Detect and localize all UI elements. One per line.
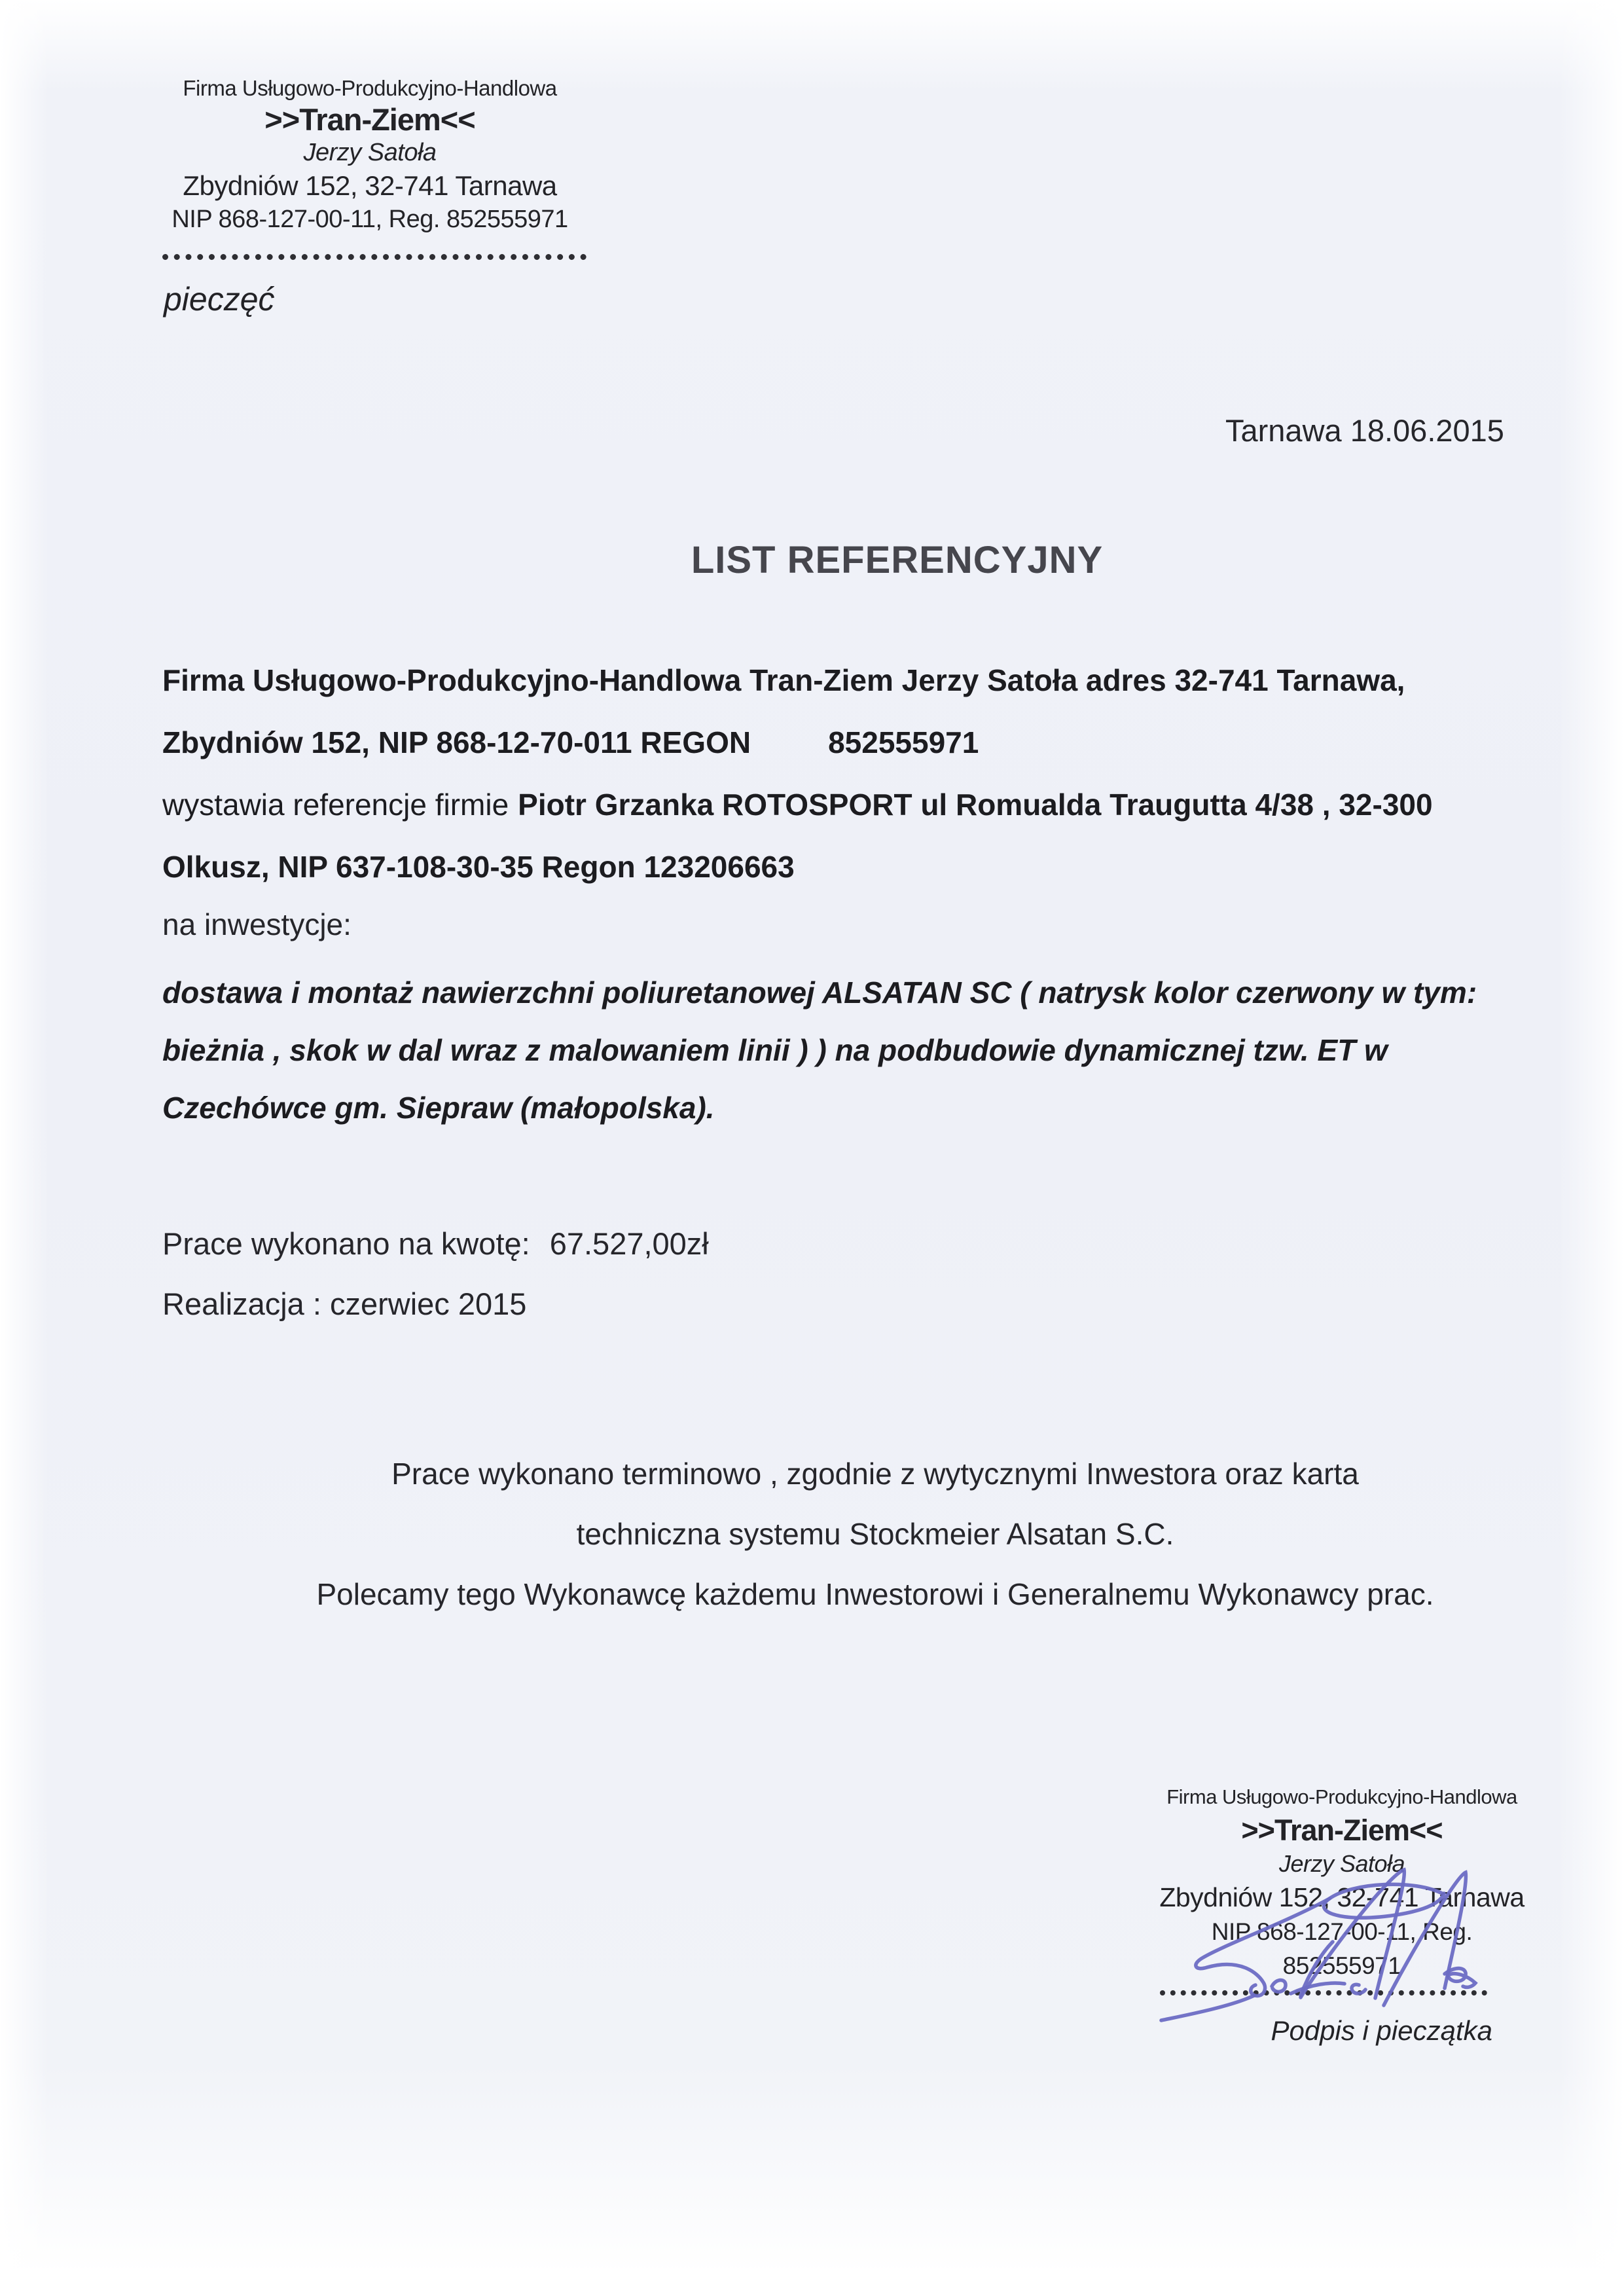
stamp-owner: Jerzy Satoła [1278, 1850, 1405, 1877]
issuer-line-1: Firma Usługowo-Produkcyjno-Handlowa Tran-Ziem Jerzy Satoła adres 32-741 Tarnawa, [162, 663, 1405, 697]
signature-caption: Podpis i pieczątka [1271, 2015, 1492, 2046]
stamp-caption-top: pieczęć [164, 281, 275, 318]
stamp-ids: NIP 868-127-00-11, Reg. 852555971 [1211, 1918, 1473, 1979]
amount-value: 67.527,00zł [549, 1226, 709, 1261]
stamp-company-line: Firma Usługowo-Produkcyjno-Handlowa [1166, 1785, 1517, 1808]
stamp-brand: >>Tran-Ziem<< [264, 102, 475, 137]
stamp-dotted-line-top [162, 254, 586, 260]
recipient-line-2: Olkusz, NIP 637-108-30-35 Regon 123206663 [162, 850, 795, 884]
issuer-regon: 852555971 [828, 725, 979, 759]
investment-line-3: Czechówce gm. Siepraw (małopolska). [162, 1091, 715, 1125]
amount-label: Prace wykonano na kwotę: [162, 1226, 530, 1261]
closing-line-1: Prace wykonano terminowo , zgodnie z wytycznymi Inwestora oraz karta [391, 1457, 1359, 1491]
stamp-company-line: Firma Usługowo-Produkcyjno-Handlowa [183, 76, 557, 100]
company-stamp-top [157, 73, 583, 236]
issuer-ids: Zbydniów 152, NIP 868-12-70-011 REGON [162, 725, 751, 759]
investment-line-2: bieżnia , skok w dal wraz z malowaniem linii ) ) na podbudowie dynamicznej tzw. ET w [162, 1033, 1388, 1067]
investment-paragraph [162, 964, 1477, 1137]
intro-prefix: wystawia referencje firmie [162, 788, 509, 822]
handwritten-signature [1113, 1845, 1538, 2054]
stamp-ids: NIP 868-127-00-11, Reg. 852555971 [171, 206, 568, 233]
closing-paragraph [126, 1444, 1624, 1624]
investment-label: na inwestycje: [162, 907, 352, 941]
issuer-line-2 [162, 712, 1419, 774]
stamp-owner: Jerzy Satoła [303, 139, 437, 166]
recipient-line-1 [162, 774, 1433, 836]
investment-line-1: dostawa i montaż nawierzchni poliuretanowej ALSATAN SC ( natrysk kolor czerwony w tym: [162, 975, 1477, 1010]
stamp-address: Zbydniów 152, 32-741 Tarnawa [183, 170, 557, 201]
amount-line [162, 1226, 709, 1262]
realization-line: Realizacja : czerwiec 2015 [162, 1286, 527, 1321]
document-title: LIST REFERENCYJNY [691, 539, 1104, 581]
closing-line-2: techniczna systemu Stockmeier Alsatan S.C. [576, 1517, 1174, 1551]
issuer-recipient-paragraph [162, 649, 1433, 898]
stamp-address: Zbydniów 152, 32-741 Tarnawa [1159, 1882, 1525, 1912]
date-line: Tarnawa 18.06.2015 [1225, 413, 1504, 448]
stamp-brand: >>Tran-Ziem<< [1241, 1813, 1443, 1847]
closing-line-3: Polecamy tego Wykonawcę każdemu Inwestorowi i Generalnemu Wykonawcy prac. [316, 1577, 1434, 1611]
recipient-name: Piotr Grzanka ROTOSPORT ul Romualda Traugutta 4/38 , 32-300 [518, 788, 1433, 822]
